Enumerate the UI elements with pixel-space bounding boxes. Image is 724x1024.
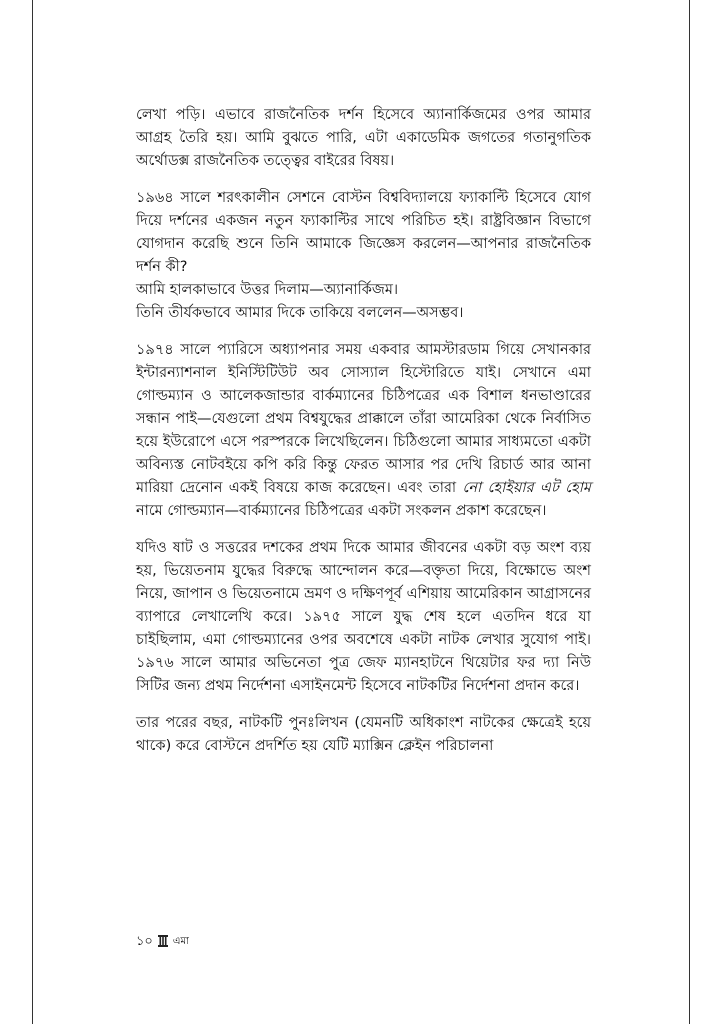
paragraph-text: ১৯৬৪ সালে শরৎকালীন সেশনে বোস্টন বিশ্ববিদ্যালয়ে ফ্যাকাল্টি হিসেবে যোগ দিয়ে দর্শনের একজন নতুন ফ্যাকাল্টির সাথে পরিচিত হই। রাষ্ট্রবিজ্ঞান বিভাগে যোগদান করেছি শুনে তিনি আমাকে জিজ্ঞেস করলেন—আপনার রাজনৈতিক দর্শন কী? bbox=[136, 190, 591, 275]
paragraph bbox=[136, 537, 591, 698]
body-text bbox=[136, 104, 591, 758]
running-title: এমা bbox=[172, 936, 189, 947]
book-title-italic: নো হোইয়ার এট হোম bbox=[462, 480, 591, 496]
page-footer bbox=[136, 932, 189, 953]
paragraph bbox=[136, 187, 591, 279]
paragraph bbox=[136, 712, 591, 758]
paragraph bbox=[136, 104, 591, 173]
paragraph bbox=[136, 339, 591, 523]
dialogue-line bbox=[136, 302, 591, 325]
paragraph-text: নামে গোল্ডম্যান—বার্কম্যানের চিঠিপত্রের একটা সংকলন প্রকাশ করেছেন। bbox=[136, 503, 547, 519]
paragraph-text: যদিও ষাট ও সত্তরের দশকের প্রথম দিকে আমার জীবনের একটা বড় অংশ ব্যয় হয়, ভিয়েতনাম যুদ্ধের বিরুদ্ধে আন্দোলন করে—বক্তৃতা দিয়ে, বিক্ষোভে অংশ নিয়ে, জাপান ও ভিয়েতনামে ভ্রমণ ও দক্ষিণপূর্ব এশিয়ায় আমেরিকান আগ্রাসনের ব্যাপারে লেখালেখি করে। ১৯৭৫ সালে যুদ্ধ শেষ হলে এতদিন ধরে যা চাইছিলাম, এমা গোল্ডম্যানের ওপর অবশেষে একটা নাটক লেখার সুযোগ পাই। ১৯৭৬ সালে আমার অভিনেতা পুত্র জেফ ম্যানহাটনে থিয়েটার ফর দ্যা নিউ সিটির জন্য প্রথম নির্দেশনা এসাইনমেন্ট হিসেবে নাটকটির নির্দেশনা প্রদান করে। bbox=[136, 540, 591, 694]
paragraph-text: তিনি তীর্যকভাবে আমার দিকে তাকিয়ে বললেন—অসম্ভব। bbox=[136, 305, 464, 321]
paragraph-text: আমি হালকাভাবে উত্তর দিলাম—অ্যানার্কিজম। bbox=[136, 282, 399, 298]
paragraph-text: ১৯৭৪ সালে প্যারিসে অধ্যাপনার সময় একবার আমস্টারডাম গিয়ে সেখানকার ইন্টারন্যাশনাল ইনিস্টিটিউট অব সোস্যাল হিস্টোরিতে যাই। সেখানে এমা গোল্ডম্যান ও আলেকজান্ডার বার্কম্যানের চিঠিপত্রের এক বিশাল ধনভাণ্ডারের সন্ধান পাই—যেগুলো প্রথম বিশ্বযুদ্ধের প্রাক্কালে তাঁরা আমেরিকা থেকে নির্বাসিত হয়ে ইউরোপে এসে পরস্পরকে লিখেছিলেন। চিঠিগুলো আমার সাধ্যমতো একটা অবিন্যস্ত নোটবইয়ে কপি করি কিন্তু ফেরত আসার পর দেখি রিচার্ড আর আনা মারিয়া দ্রেনোন একই বিষয়ে কাজ করেছেন। এবং তারা bbox=[136, 342, 591, 496]
pillar-icon bbox=[157, 934, 169, 951]
paragraph-text: তার পরের বছর, নাটকটি পুনঃলিখন (যেমনটি অধিকাংশ নাটকের ক্ষেত্রেই হয়ে থাকে) করে বোস্টনে প্রদর্শিত হয় যেটি ম্যাক্সিন ক্লেইন পরিচালনা bbox=[136, 715, 591, 754]
paragraph-text: লেখা পড়ি। এভাবে রাজনৈতিক দর্শন হিসেবে অ্যানার্কিজমের ওপর আমার আগ্রহ তৈরি হয়। আমি বুঝতে পারি, এটা একাডেমিক জগতের গতানুগতিক অর্থোডক্স রাজনৈতিক তত্ত্বের বাইরের বিষয়। bbox=[136, 107, 591, 169]
dialogue-line bbox=[136, 279, 591, 302]
page-number: ১০ bbox=[136, 934, 153, 949]
